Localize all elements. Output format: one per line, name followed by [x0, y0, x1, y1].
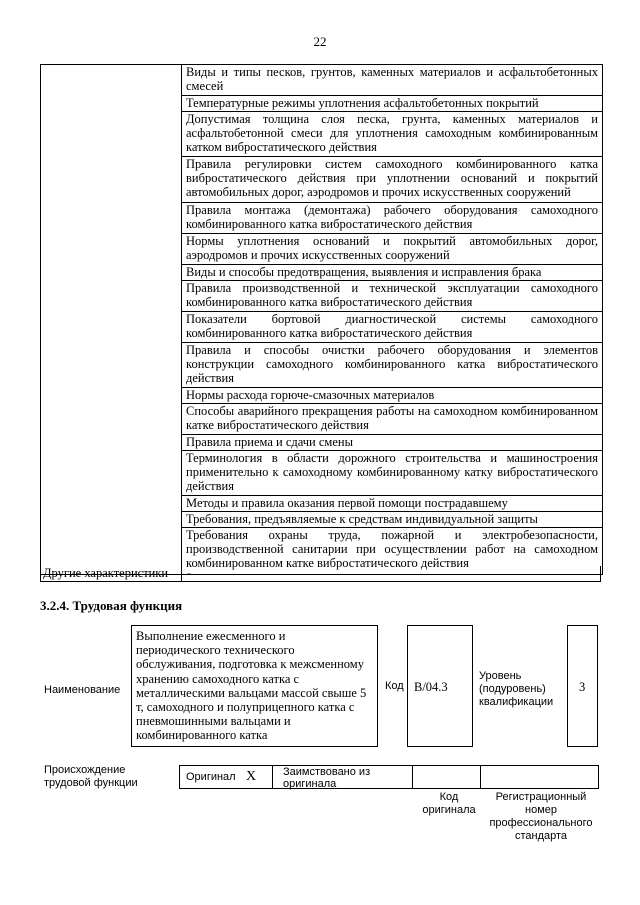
origin-borrowed-cell: [273, 766, 413, 788]
page-number: 22: [313, 34, 327, 49]
knowledge-row: Температурные режимы уплотнения асфальтобетонных покрытий: [182, 96, 602, 112]
function-code-label: Код: [385, 680, 404, 692]
origin-original-mark: X: [246, 769, 257, 784]
origin-label-text: Происхождение трудовой функции: [44, 764, 138, 789]
function-code-box: [407, 625, 473, 747]
origin-label: [44, 764, 169, 790]
knowledge-left-column: [41, 65, 182, 574]
other-characteristics-value: -: [187, 566, 192, 580]
origin-reg-number-cell: [481, 766, 598, 788]
knowledge-row: Терминология в области дорожного строительства и машиностроения применительно к самоходному комбинированному катку вибростатического действия: [182, 451, 602, 496]
knowledge-row: Правила производственной и технической эксплуатации самоходного комбинированного катка вибростатического действия: [182, 281, 602, 312]
origin-code-cell: [413, 766, 481, 788]
other-characteristics-row: [40, 566, 601, 582]
knowledge-row: Требования охраны труда, пожарной и электробезопасности, производственной санитарии при осуществлении работ на самоходном комбинированном катке вибростатического действия: [186, 528, 598, 570]
knowledge-row: Показатели бортовой диагностической системы самоходного комбинированного катка вибростатического действия: [182, 312, 602, 343]
function-name-label: Наименование: [44, 684, 121, 696]
knowledge-row: Допустимая толщина слоя песка, грунта, каменных материалов и асфальтобетонной смеси для уплотнения самоходным комбинированным катком вибростатического действия: [182, 112, 602, 157]
knowledge-row: Правила приема и сдачи смены: [182, 435, 602, 451]
knowledge-table: [40, 64, 603, 575]
knowledge-row: Правила монтажа (демонтажа) рабочего оборудования самоходного комбинированного катка вибростатического действия: [182, 203, 602, 234]
qualification-level-label: [479, 670, 559, 709]
qualification-level-box: [567, 625, 598, 747]
qualification-level-label-text: Уровень (подуровень) квалификации: [479, 670, 554, 708]
origin-original-text: Оригинал: [186, 771, 236, 783]
other-characteristics-label: Другие характеристики: [43, 566, 182, 581]
knowledge-row: Нормы расхода горюче-смазочных материалов: [182, 388, 602, 404]
origin-table: [179, 765, 599, 789]
function-code-value: B/04.3: [414, 680, 448, 694]
origin-reg-caption: Регистрационный номер профессионального стандарта: [489, 791, 593, 842]
origin-borrowed-text: Заимствовано из оригинала: [283, 766, 371, 790]
knowledge-row: Правила регулировки систем самоходного комбинированного катка вибростатического действия при уплотнении оснований и покрытий автомобильных дорог, аэродромов и прочих искусственных сооружений: [182, 157, 602, 203]
knowledge-row: Виды и способы предотвращения, выявления и исправления брака: [182, 265, 602, 281]
function-name-box: Выполнение ежесменного и периодического технического обслуживания, подготовка к межсменному хранению самоходного катка с металлическими вальцами массой свыше 5 т, самоходного и полуприцепного катка с пневмошинными вальцами и комбинированного катка: [131, 625, 378, 747]
origin-code-caption: Код оригинала: [422, 791, 476, 816]
knowledge-row: Методы и правила оказания первой помощи пострадавшему: [182, 496, 602, 512]
knowledge-row: Требования, предъявляемые к средствам индивидуальной защиты: [182, 512, 602, 528]
knowledge-row: Способы аварийного прекращения работы на самоходном комбинированном катке вибростатического действия: [182, 404, 602, 435]
knowledge-row: Нормы уплотнения оснований и покрытий автомобильных дорог, аэродромов и прочих искусственных сооружений: [182, 234, 602, 265]
section-title: 3.2.4. Трудовая функция: [40, 598, 183, 613]
origin-original-cell: [180, 766, 273, 788]
knowledge-row: Правила и способы очистки рабочего оборудования и элементов конструкции самоходного комбинированного катка вибростатического действия: [182, 343, 602, 388]
knowledge-row: Виды и типы песков, грунтов, каменных материалов и асфальтобетонных смесей: [182, 65, 602, 96]
qualification-level-value: 3: [579, 680, 586, 694]
